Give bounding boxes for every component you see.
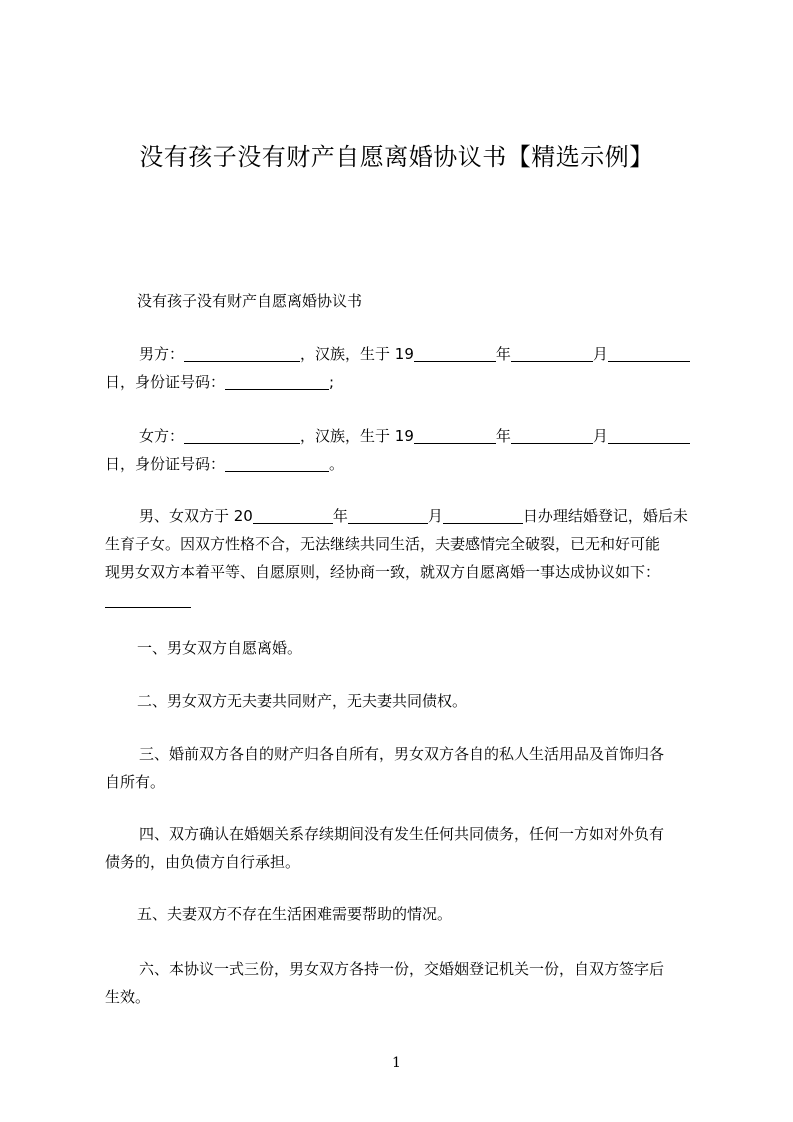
clause-5-text: 五、夫妻双方不存在生活困难需要帮助的情况。 [137,905,453,923]
marriage-line-4 [105,586,700,614]
husband-id-label: 日，身份证号码： [105,373,226,391]
wife-id-blank [225,455,329,472]
wife-month-blank [511,427,593,444]
husband-year-label: 年 [495,345,511,363]
clause-3-line-2: 自所有。 [105,773,166,791]
husband-info [105,340,700,396]
wife-year-blank [414,427,496,444]
marriage-prefix: 男、女双方于 20 [139,507,253,525]
wife-name-blank [184,427,300,444]
wife-day-blank [608,427,690,444]
marriage-line-3: 现男女双方本着平等、自愿原则，经协商一致，就双方自愿离婚一事达成协议如下： [105,563,661,581]
husband-line-1 [105,340,700,368]
wife-ethnicity-text: ，汉族，生于 19 [300,427,414,445]
husband-line-2 [105,368,700,396]
husband-day-blank [608,345,690,362]
wife-line-1 [105,422,700,450]
husband-month-blank [511,345,593,362]
marriage-line-1 [105,502,700,530]
marriage-day-blank [443,507,523,524]
subtitle-text: 没有孩子没有财产自愿离婚协议书 [137,292,363,310]
clause-2-text: 二、男女双方无夫妻共同财产，无夫妻共同债权。 [137,692,468,710]
clause-4-line-1: 四、双方确认在婚姻关系存续期间没有发生任何共同债务，任何一方如对外负有 [139,825,665,843]
husband-id-blank [225,373,329,390]
wife-id-label: 日，身份证号码： [105,455,226,473]
document-title: 没有孩子没有财产自愿离婚协议书【精选示例】 [139,143,654,171]
clause-1-text: 一、男女双方自愿离婚。 [137,639,303,657]
clause-6-line-1: 六、本协议一式三份，男女双方各持一份，交婚姻登记机关一份，自双方签字后 [139,960,665,978]
clause-3-line-1: 三、婚前双方各自的财产归各自所有，男女双方各自的私人生活用品及首饰归各 [139,745,665,763]
clause-2 [105,687,700,715]
clause-4 [105,820,700,876]
husband-year-blank [414,345,496,362]
clause-4-line-2: 债务的，由负债方自行承担。 [105,853,301,871]
wife-end-punct: 。 [329,455,345,473]
marriage-month-label: 月 [427,507,443,525]
clause-1 [105,634,700,662]
marriage-line-2: 生育子女。因双方性格不合，无法继续共同生活，夫妻感情完全破裂，已无和好可能 [105,535,661,553]
clause-5 [105,900,700,928]
marriage-month-blank [348,507,428,524]
husband-month-label: 月 [592,345,608,363]
wife-label: 女方： [139,427,185,445]
subtitle [105,287,700,315]
wife-info [105,422,700,478]
husband-ethnicity-text: ，汉族，生于 19 [300,345,414,363]
wife-line-2 [105,450,700,478]
husband-end-punct: ; [329,373,335,391]
husband-name-blank [184,345,300,362]
marriage-paragraph [105,502,700,614]
clause-3 [105,740,700,796]
page-number: 1 [392,1055,401,1071]
wife-year-label: 年 [495,427,511,445]
marriage-year-label: 年 [332,507,348,525]
husband-label: 男方： [139,345,185,363]
marriage-suffix: 日办理结婚登记，婚后未 [522,507,688,525]
marriage-year-blank [253,507,333,524]
marriage-trailing-blank [105,591,191,608]
wife-month-label: 月 [592,427,608,445]
clause-6-line-2: 生效。 [105,988,151,1006]
clause-6 [105,955,700,1011]
